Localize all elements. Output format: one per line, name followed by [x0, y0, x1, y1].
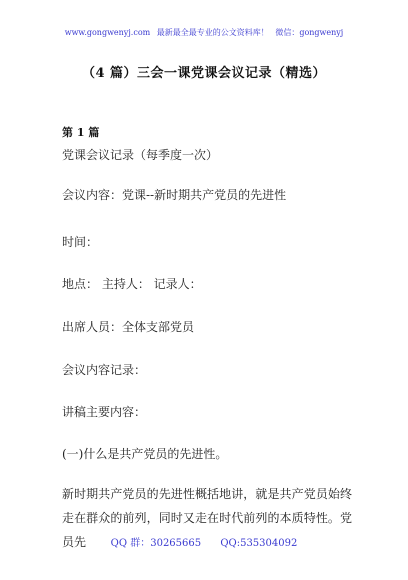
section-heading: (一)什么是共产党员的先进性。	[62, 447, 228, 461]
place-host-recorder-line: 地点： 主持人： 记录人：	[62, 277, 202, 291]
meeting-content-line: 会议内容：党课--新时期共产党员的先进性	[62, 188, 287, 202]
header-site-link[interactable]: www.gongwenyj.com	[64, 28, 151, 37]
header-slogan: 最新最全最专业的公文资料库！	[156, 28, 269, 37]
page-header	[0, 27, 408, 38]
record-type-line: 党课会议记录（每季度一次）	[62, 148, 219, 162]
footer-qq-group: QQ 群：30265665	[110, 538, 202, 549]
page-footer	[0, 534, 408, 549]
meeting-record-line: 会议内容记录：	[62, 363, 147, 377]
body-paragraph: 新时期共产党员的先进性概括地讲，就是共产党员始终走在群众的前列，同时又走在时代前列的本质特性。党员先	[62, 487, 352, 549]
footer-qq: QQ:535304092	[220, 538, 298, 549]
document-title: （4 篇）三会一课党课会议记录（精选）	[81, 66, 327, 81]
header-wechat: 微信：gongwenyj	[275, 28, 344, 37]
speech-main-line: 讲稿主要内容：	[62, 405, 147, 419]
attendees-line: 出席人员：全体支部党员	[62, 320, 195, 334]
time-line: 时间：	[62, 235, 99, 249]
chapter-label: 第 1 篇	[62, 126, 100, 139]
